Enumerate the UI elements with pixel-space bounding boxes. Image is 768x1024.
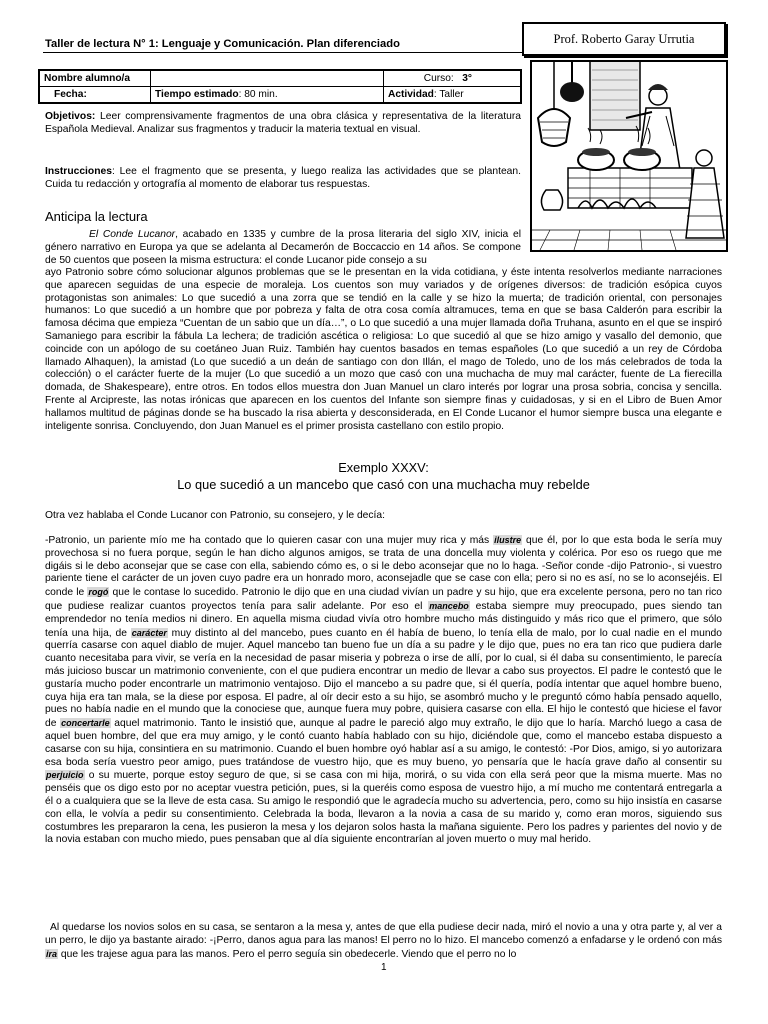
story-text: -Patronio, un pariente mío me ha contado que lo quieren casar con una mujer muy rica y más [45,535,494,546]
student-info-table [38,69,522,104]
glossary-word: mancebo [429,600,469,611]
glossary-word: carácter [131,627,167,638]
name-label: Nombre alumno/a [39,70,151,87]
objectives-paragraph: Objetivos: Leer comprensivamente fragmentos de una obra clásica y representativa de la literatura Española Medieval. Analizar sus fragmentos y traducir la materia textual en visual. [45,111,521,135]
name-field[interactable] [151,70,384,87]
time-estimate: Tiempo estimado: 80 min. [151,87,384,104]
anticipa-heading: Anticipa la lectura [45,209,148,224]
intro-paragraph-continued: ayo Patronio sobre cómo solucionar algunos problemas que se le presentan en la vida cotidiana, y éste intenta resolverlos mediante narraciones que aparecen seguidas de una especie de moraleja. Los cuentos son muy variados y de orígenes diversos: de tradición esópica cuyos protagonistas son animales: Lo que sucedió a una zorra que se tendió en la calle y se hizo la muerta; de tradición oriental, con personajes humanos: Lo que sucedió a un hombre que por pobreza y falta de otra cosa comía altramuces, tema en que se basa Calderón para escribir la famosa décima que empieza “Cuentan de un sabio que un día…”, o Lo que sucedió a una mujer llamada doña Truhana, asunto en el que se inspiró Samaniego para escribir la fábula La lechera; de tradición ascética o religiosa: Lo que sucedió al que se hizo amigo y vasallo del demonio, que coincide con un apólogo de su coetáneo Juan Ruiz. También hay cuentos basados en temas españoles (Lo que sucedió a un rey de Córdoba llamado Alhaquen), la amistad (Lo que sucedió a un deán de santiago con don Illán, el mago de Toledo, uno de los más celebrados de toda la colección) o el carácter fuerte de la mujer (Lo que sucedió a un mozo que casó con una muchacha de muy mal carácter, fuente de La fierecilla domada, de Shakespeare), entre otros. En todos ellos muestra don Juan Manuel un claro interés por lograr una prosa sobria, concisa y sencilla. Frente al Arcipreste, las notas irónicas que aparecen en los cuentos del Infante son siempre finas y cuidadosas, y si en el Libro de Buen Amor hallamos multitud de páginas donde se ha buscado la risa abierta y desconsiderada, en El Conde Lucanor el humor siempre busca una elegante e inteligente sonrisa. Concluyendo, don Juan Manuel es el primer prosista castellano con estilo propio. [45,267,722,432]
course-label: Curso: 3° [384,70,477,87]
glossary-word: ilustre [494,535,522,545]
page-number: 1 [381,962,387,973]
intro-paragraph-top: El Conde Lucanor, acabado en 1335 y cumbre de la prosa literaria del siglo XIV, inicia el género narrativo en Europa ya que se adelanta al Decamerón de Boccaccio en 14 años. Se compone de 50 cuentos que poseen la misma estructura: el conde Lucanor pide consejo a su [45,229,521,266]
date-label: Fecha: [39,87,151,104]
story-opening: Otra vez hablaba el Conde Lucanor con Patronio, su consejero, y le decía: [45,510,386,521]
glossary-word: rogó [88,587,109,598]
story-text: que él, por lo que esta boda le sería muy provechosa si no fuera porque, según le han dicho algunos amigos, se trata de una doncella muy violenta y colérica. Por eso os ruego que me digáis si le debo aconsejar que se case con ella, sabiendo cómo es, o si le debo aconsejar que no lo haga. -Señor conde -dijo Patronio-, si vuestro pariente tiene el carácter de un joven cuyo padre era un honrado moro, aconsejadle que se case con ella; pero si no es así, no se lo aconsejéis. El conde le [45,535,723,599]
story-text: estaba siempre muy preocupado, pues siendo tan emprendedor no tenía medios ni dinero. En aquella misma ciudad vivía otro hombre mucho más distinguido y más rico que el primero, que sólo tenía una hija, de [45,600,722,639]
title-underline [43,52,523,53]
story-text: que le contase lo sucedido. Patronio le dijo que en una ciudad vivían un padre y su hijo, que era excelente persona, pero no tan rico que pudiese realizar cuantos proyectos tenía para salir adelante. Por eso el [45,587,722,612]
story-text: Al quedarse los novios solos en su casa, se sentaron a la mesa y, antes de que ella pudiese decir nada, miró el novio a una y otra parte y, al ver a un perro, le dijo ya bastante airado: -¡Perro, danos agua para las manos! El perro no lo hizo. El mancebo comenzó a enfadarse y le ordenó con más [45,922,722,946]
story-text: o su muerte, porque estoy seguro de que, si se casa con mi hija, morirá, o su vida con ella será peor que la misma muerte. Mas no penséis que os digo esto por no aceptar vuestra petición, pues, si la queréis como esposa de vuestro hijo, a mí mucho me contentará entregarla a él o a cualquiera que se la lleve de esta casa. Su amigo le respondió que le agradecía mucho su advertencia, pero, como su hijo insistía en casarse con ella, le volvía a pedir su consentimiento. Celebrada la boda, llevaron a la novia a casa de su marido y, como eran moros, siguiendo sus costumbres les prepararon la cena, les pusieron la mesa y los dejaron solos hasta la mañana siguiente. Pero los padres y parientes del novio y de la novia estaban con mucho miedo, pues pensaban que al día siguiente encontrarían al joven muerto o muy mal herido. [45,770,722,846]
teacher-name: Prof. Roberto Garay Urrutia [553,31,695,46]
activity-cell: Actividad: Taller [384,87,522,104]
medieval-kitchen-illustration [530,60,728,252]
story-text: aquel matrimonio. Tanto le insistió que, aunque al padre le pareció algo muy extraño, le dijo que lo haría. Marchó luego a casa de aquel buen hombre, del que era muy amigo, y le contó cuanto había hablado con su hijo, diciéndole que, como el mancebo estaba dispuesto a casarse con su hija, consintiera en su matrimonio. Cuando el buen hombre oyó hablar así a su amigo, le contestó: -Por Dios, amigo, si yo autorizara esa boda sería vuestro peor amigo, pues tratándose de vuestro hijo, que es muy bueno, yo pensaría que le hacía grave daño al consentir su [45,718,722,768]
exemplo-title: Lo que sucedió a un mancebo que casó con una muchacha muy rebelde [177,477,590,492]
story-closing-paragraph [45,922,722,961]
exemplo-number: Exemplo XXXV: [338,460,429,475]
glossary-word: perjuicio [46,770,84,781]
glossary-word: ira [46,948,58,959]
story-main-paragraph [45,534,722,847]
story-text: muy distinto al del mancebo, pues cuanto en él había de bueno, lo tenía ella de malo, por lo cual nadie en el mundo querría casarse con aquel diablo de mujer. Aquel mancebo tan bueno fue un día a su padre y le dijo que, pues no era tan rico que pudiera darle cuanto necesitaba para vivir, se vería en la necesidad de pasar miseria y pobreza o irse de allí, por lo cual, si él daba su consentimiento, le parecía más juicioso buscar un matrimonio conveniente, con el que pudiera encontrar un medio de llevar a cabo sus proyectos. El padre le contestó que le gustaría mucho poder encontrarle un matrimonio ventajoso. Dijo el mancebo a su padre que, si él quería, podía intentar que aquel hombre bueno, cuya hija era tan mala, se la diese por esposa. El padre, al oír decir esto a su hijo, se asombró mucho y le preguntó cómo había pensado aquello, pues no había nadie en el mundo que la conociese que, aunque fuera muy pobre, quisiera casarse con ella. El hijo le contestó que hiciese el favor de [45,627,722,730]
instructions-paragraph: Instrucciones: Lee el fragmento que se presenta, y luego realiza las actividades que se plantean. Cuida tu redacción y ortografía al momento de elaborar tus respuestas. [45,166,521,190]
course-spacer [476,70,521,87]
teacher-name-box [522,22,726,56]
workshop-title: Taller de lectura N° 1: Lenguaje y Comunicación. Plan diferenciado [45,38,400,50]
course-value: 3° [462,73,472,84]
story-text: que les trajese agua para las manos. Pero el perro seguía sin obedecerle. Viendo que el perro no lo [58,948,517,960]
book-title: El Conde Lucanor [89,229,176,240]
glossary-word: concertarle [61,718,110,729]
